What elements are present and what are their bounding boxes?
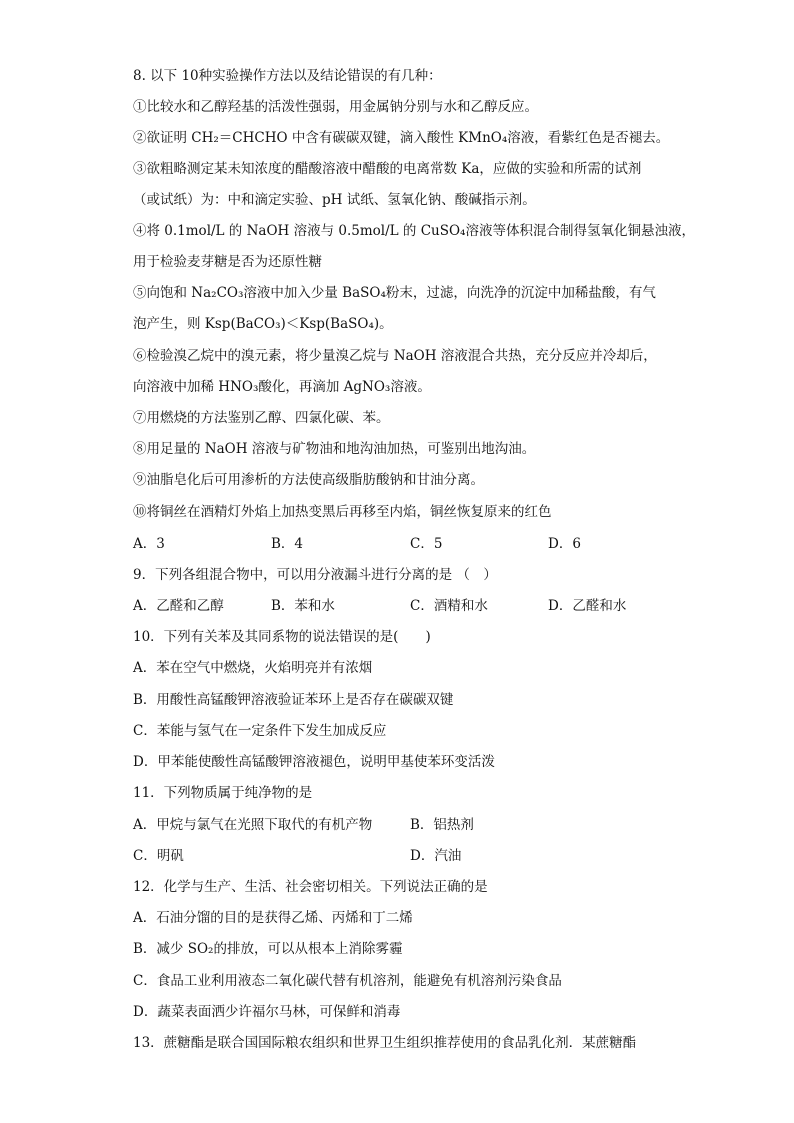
q10-stem: 10．下列有关苯及其同系物的说法错误的是( ) [133, 629, 431, 645]
q8-item-8: ⑧用足量的 NaOH 溶液与矿物油和地沟油加热，可鉴别出地沟油。 [133, 441, 536, 457]
q8-option-b[interactable]: B．4 [271, 536, 304, 552]
q11-option-c[interactable]: C．明矾 [133, 848, 184, 864]
q12-option-c[interactable]: C．食品工业利用液态二氧化碳代替有机溶剂，能避免有机溶剂污染食品 [133, 973, 562, 989]
q12-option-d[interactable]: D．蔬菜表面洒少许福尔马林，可保鲜和消毒 [133, 1004, 401, 1020]
q10-option-b[interactable]: B．用酸性高锰酸钾溶液验证苯环上是否存在碳碳双键 [133, 692, 454, 708]
q11-stem: 11．下列物质属于纯净物的是 [133, 785, 313, 801]
q9-option-d[interactable]: D．乙醛和水 [548, 598, 627, 614]
q8-stem: 8. 以下 10种实验操作方法以及结论错误的有几种： [133, 68, 442, 84]
q8-item-6-cont: 向溶液中加稀 HNO₃酸化，再滴加 AgNO₃溶液。 [133, 379, 431, 395]
q8-item-4: ④将 0.1mol/L 的 NaOH 溶液与 0.5mol/L 的 CuSO₄溶液等体积混合制得氢氧化铜悬浊液， [133, 223, 695, 239]
q8-item-6: ⑥检验溴乙烷中的溴元素，将少量溴乙烷与 NaOH 溶液混合共热，充分反应并冷却后， [133, 348, 657, 364]
q9-option-c[interactable]: C．酒精和水 [410, 598, 488, 614]
q9-stem: 9．下列各组混合物中，可以用分液漏斗进行分离的是 （ ） [133, 567, 497, 583]
q8-item-4-cont: 用于检验麦芽糖是否为还原性糖 [133, 254, 322, 270]
q8-option-a[interactable]: A．3 [133, 536, 165, 552]
q8-item-7: ⑦用燃烧的方法鉴别乙醇、四氯化碳、苯。 [133, 410, 390, 426]
q8-option-c[interactable]: C．5 [410, 536, 443, 552]
q8-item-1: ①比较水和乙醇羟基的活泼性强弱，用金属钠分别与水和乙醇反应。 [133, 99, 538, 115]
q12-stem: 12．化学与生产、生活、社会密切相关。下列说法正确的是 [133, 879, 488, 895]
q8-item-3-cont: （或试纸）为：中和滴定实验、pH 试纸、氢氧化钠、酸碱指示剂。 [133, 192, 536, 208]
q10-option-a[interactable]: A．苯在空气中燃烧，火焰明亮并有浓烟 [133, 660, 373, 676]
q8-item-5-cont: 泡产生，则 Ksp(BaCO₃)＜Ksp(BaSO₄)。 [133, 316, 393, 332]
q8-item-10: ⑩将铜丝在酒精灯外焰上加热变黑后再移至内焰，铜丝恢复原来的红色 [133, 504, 552, 520]
q13-stem: 13．蔗糖酯是联合国国际粮农组织和世界卫生组织推荐使用的食品乳化剂．某蔗糖酯 [133, 1035, 637, 1051]
q8-item-2: ②欲证明 CH₂＝CHCHO 中含有碳碳双键，滴入酸性 KMnO₄溶液，看紫红色是否褪去。 [133, 130, 670, 146]
q8-option-d[interactable]: D．6 [548, 536, 581, 552]
q9-option-a[interactable]: A．乙醛和乙醇 [133, 598, 224, 614]
q11-option-a[interactable]: A．甲烷与氯气在光照下取代的有机产物 [133, 817, 373, 833]
q12-option-b[interactable]: B．减少 SO₂的排放，可以从根本上消除雾霾 [133, 941, 403, 957]
q10-option-c[interactable]: C．苯能与氢气在一定条件下发生加成反应 [133, 723, 387, 739]
q12-option-a[interactable]: A．石油分馏的目的是获得乙烯、丙烯和丁二烯 [133, 910, 413, 926]
q11-option-b[interactable]: B．铝热剂 [410, 817, 474, 833]
q11-option-d[interactable]: D．汽油 [410, 848, 462, 864]
q10-option-d[interactable]: D．甲苯能使酸性高锰酸钾溶液褪色，说明甲基使苯环变活泼 [133, 754, 495, 770]
q9-option-b[interactable]: B．苯和水 [271, 598, 335, 614]
q8-item-5: ⑤向饱和 Na₂CO₃溶液中加入少量 BaSO₄粉末，过滤，向洗净的沉淀中加稀盐酸，有气 [133, 285, 656, 301]
q8-item-3: ③欲粗略测定某未知浓度的醋酸溶液中醋酸的电离常数 Ka，应做的实验和所需的试剂 [133, 161, 642, 177]
q8-item-9: ⑨油脂皂化后可用渗析的方法使高级脂肪酸钠和甘油分离。 [133, 472, 484, 488]
